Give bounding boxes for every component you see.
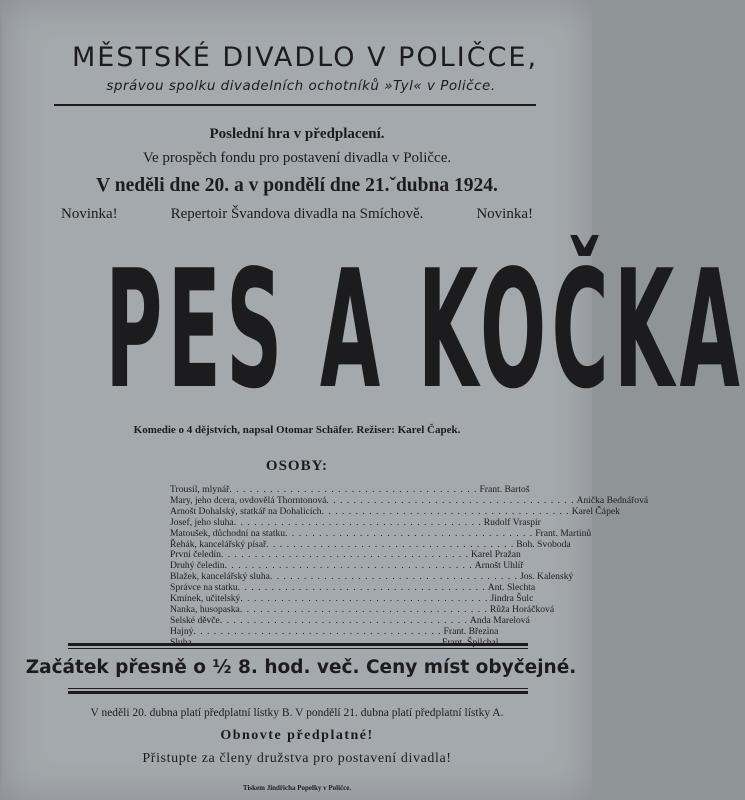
theatre-name: MĚSTSKÉ DIVADLO V POLIČCE,	[71, 42, 539, 73]
benefit-line: Ve prospěch fondu pro postavení divadla v Poličce.	[142, 150, 452, 166]
cast-actor: Růža Horáčková	[489, 603, 555, 615]
cast-role: Druhý čeledín	[170, 560, 225, 572]
cast-actor: Ant. Slechta	[487, 582, 536, 594]
cast-row	[170, 516, 541, 529]
cast-actor: Boh. Svoboda	[516, 538, 571, 550]
repertoire-line	[2, 206, 592, 223]
last-subscription-play: Poslední hra v předplacení.	[209, 126, 385, 142]
leader-dots	[285, 529, 533, 540]
start-time-prices: Začátek přesně o ½ 8. hod. več. Ceny míst obyčejné.	[25, 657, 577, 678]
ticket-validity: V neděli 20. dubna platí předplatní lístky B. V pondělí 21. dubna platí předplatní lístky A.	[90, 707, 504, 719]
cast-role: Selské děvče	[170, 614, 220, 626]
cast-actor: Jos. Kalenský	[520, 571, 574, 583]
cast-role: Matoušek, důchodní na statku	[170, 527, 286, 539]
theatre-management: správou spolku divadelních ochotníků »Tyl« v Poličce.	[106, 78, 496, 94]
cast-role: Blažek, kancelářský sluha	[170, 571, 270, 583]
cast-row	[170, 527, 592, 540]
footer-rule-bottom-1	[68, 688, 528, 689]
printer-credit: Tiskem Jindřicha Popelky v Poličce.	[242, 784, 352, 792]
footer-rule-bottom-2	[68, 691, 528, 694]
performance-dates: V neděli dne 20. a v pondělí dne 21.ˇdubna 1924.	[96, 175, 498, 196]
cast-role: Trousil, mlynář	[170, 484, 230, 495]
repertoire-text: Repertoir Švandova divadla na Smíchově.	[170, 206, 424, 222]
leader-dots	[234, 518, 482, 529]
cast-role: Josef, jeho sluha	[170, 516, 234, 528]
cast-role: Hajný	[170, 625, 194, 637]
play-credits: Komedie o 4 dějstvích, napsal Otomar Schäfer. Režiser: Karel Čapek.	[133, 424, 461, 436]
cast-list	[170, 484, 649, 649]
cast-role: Arnošt Dohalský, statkář na Dohalicích	[170, 505, 322, 517]
cast-role: Řehák, kancelářský písař	[170, 538, 267, 550]
cast-actor: Anička Bednářová	[576, 494, 649, 506]
cast-actor: Frant. Březina	[443, 625, 499, 637]
cast-actor: Karel Pražan	[470, 549, 521, 561]
cast-role: Nanka, husopaska	[170, 603, 240, 615]
cast-actor: Karel Čápek	[571, 505, 620, 517]
play-title: PES A KOČKA	[105, 234, 745, 425]
novinka-left: Novinka!	[61, 206, 118, 222]
cast-role: Správce na statku	[170, 582, 238, 594]
cast-actor: Anda Marelová	[469, 614, 530, 626]
cast-actor: Frant. Bartoš	[479, 484, 530, 495]
cast-role: Mary, jeho dcera, ovdovělá Thorntonová	[170, 494, 327, 506]
renew-subscription: Obnovte předplatné!	[220, 728, 374, 743]
footer-rule-top-2	[68, 648, 528, 649]
footer-rule-top-1	[68, 643, 528, 646]
cast-actor: Frant. Martinů	[535, 527, 592, 539]
cast-role: První čeledín	[170, 549, 221, 561]
header-rule	[54, 104, 536, 106]
join-cooperative: Přistupte za členy družstva pro postavení divadla!	[142, 751, 452, 766]
cast-actor: Rudolf Vraspír	[483, 516, 541, 528]
theatre-poster	[2, 0, 745, 800]
cast-role: Kmínek, učitelský	[170, 593, 241, 605]
novinka-right: Novinka!	[476, 206, 533, 222]
cast-heading: OSOBY:	[265, 458, 329, 474]
cast-actor: Jindra Šulc	[490, 593, 534, 605]
cast-actor: Arnošt Uhlíř	[474, 560, 524, 572]
